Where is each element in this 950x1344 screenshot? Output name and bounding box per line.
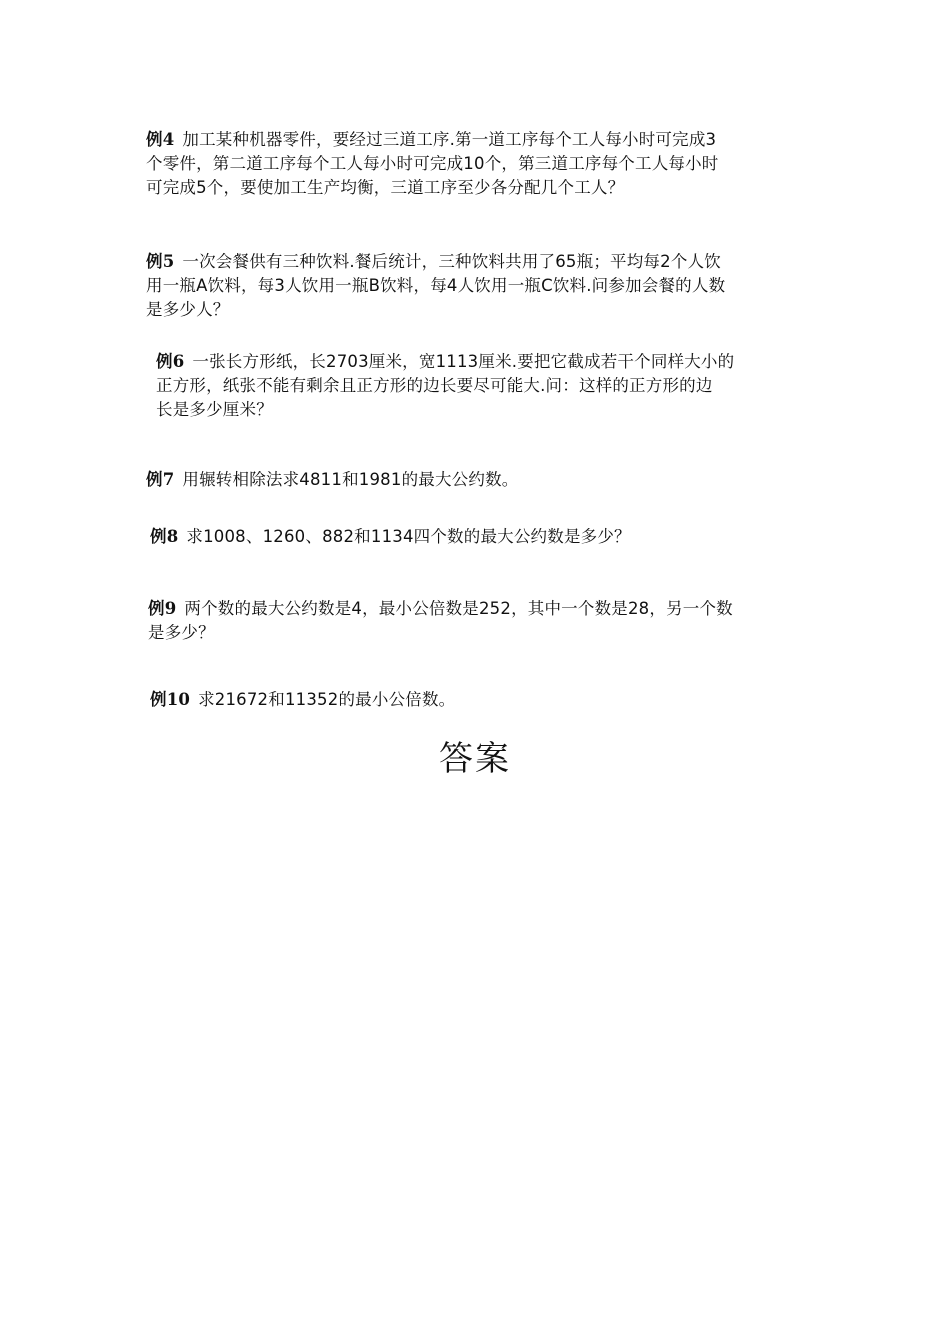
problem-9-label: 例9 bbox=[148, 599, 177, 618]
problem-6-line-1: 例6 一张长方形纸，长2703厘米，宽1113厘米.要把它截成若干个同样大小的 bbox=[156, 352, 735, 371]
problem-5 bbox=[146, 250, 725, 322]
problem-10-label: 例10 bbox=[150, 690, 191, 709]
problem-6 bbox=[156, 350, 734, 422]
problem-4-line-2: 个零件，第二道工序每个工人每小时可完成10个，第三道工序每个工人每小时 bbox=[146, 154, 719, 173]
problem-4-label: 例4 bbox=[146, 130, 175, 149]
problem-4-line-3: 可完成5个，要使加工生产均衡，三道工序至少各分配几个工人？ bbox=[146, 178, 625, 197]
problem-7-label: 例7 bbox=[146, 470, 175, 489]
answer-heading: 答案 bbox=[439, 739, 511, 779]
problem-4 bbox=[146, 128, 719, 200]
problem-5-line-1: 例5 一次会餐供有三种饮料.餐后统计，三种饮料共用了65瓶；平均每2个人饮 bbox=[146, 252, 721, 271]
problem-5-line-2: 用一瓶A饮料，每3人饮用一瓶B饮料，每4人饮用一瓶C饮料.问参加会餐的人数 bbox=[146, 276, 726, 295]
problem-9-line-1: 例9 两个数的最大公约数是4，最小公倍数是252，其中一个数是28，另一个数 bbox=[148, 599, 733, 618]
problem-7 bbox=[146, 468, 518, 492]
problem-5-line-3: 是多少人？ bbox=[146, 300, 230, 319]
problem-6-line-2: 正方形，纸张不能有剩余且正方形的边长要尽可能大.问：这样的正方形的边 bbox=[156, 376, 713, 395]
problem-8-line-1: 例8 求1008、1260、882和1134四个数的最大公约数是多少？ bbox=[150, 527, 631, 546]
problem-8 bbox=[150, 525, 631, 549]
problem-10 bbox=[150, 688, 455, 712]
problem-9-line-2: 是多少？ bbox=[148, 623, 215, 642]
problem-8-label: 例8 bbox=[150, 527, 179, 546]
problem-7-line-1: 例7 用辗转相除法求4811和1981的最大公约数。 bbox=[146, 470, 519, 489]
problem-6-line-3: 长是多少厘米？ bbox=[156, 400, 273, 419]
problem-5-label: 例5 bbox=[146, 252, 175, 271]
problem-4-line-1: 例4 加工某种机器零件，要经过三道工序.第一道工序每个工人每小时可完成3 bbox=[146, 130, 717, 149]
problem-10-line-1: 例10 求21672和11352的最小公倍数。 bbox=[150, 690, 456, 709]
problem-9 bbox=[148, 597, 733, 645]
problem-6-label: 例6 bbox=[156, 352, 185, 371]
